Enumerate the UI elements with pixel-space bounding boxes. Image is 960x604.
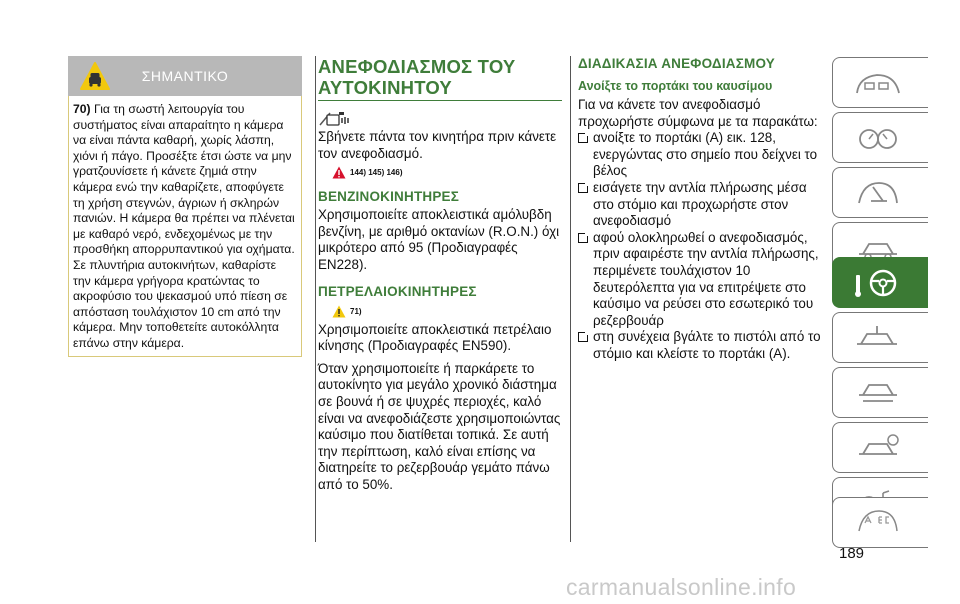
car-dashboard-icon xyxy=(853,67,903,99)
petrol-heading: ΒΕΝΖΙΝΟΚΙΝΗΤΗΡΕΣ xyxy=(318,189,460,205)
procedure-intro: Για να κάνετε τον ανεφοδιασμό προχωρήστε σύμφωνα με τα παρακάτω: xyxy=(578,97,818,129)
column-divider xyxy=(315,56,316,542)
procedure-step-text: στη συνέχεια βγάλτε το πιστόλι από το στόμιο και κλείστε το πορτάκι (A). xyxy=(593,329,821,361)
diesel-text-2: Όταν χρησιμοποιείτε ή παρκάρετε το αυτοκίνητο για μεγάλο χρονικό διάστημα σε βουνά ή σε ψυχρές περιοχές, καλό είναι να ανεφοδιάζεστε χρησιμοποιώντας καύσιμο που διατίθεται τοπικά. Σε αυτή την περίπτωση, καλό είναι επίσης να διατηρείτε το ρεζερβουάρ γεμάτο πάνω από το 50%. xyxy=(318,360,561,492)
warning-triangle-icon xyxy=(332,166,346,179)
important-body xyxy=(68,96,302,357)
diesel-text-1: Χρησιμοποιείτε αποκλειστικά πετρέλαιο κίνησης (Προδιαγραφές EN590). xyxy=(318,321,552,354)
procedure-step-text: αφού ολοκληρωθεί ο ανεφοδιασμός, πριν αφαιρέστε την αντλία πλήρωσης, περιμένετε τουλάχιστον 10 δευτερόλεπτα για να επιτρέψετε στο καύσιμο να ρεύσει στο εσωτερικό του ρεζερβουάρ xyxy=(593,229,819,328)
tab-maintenance[interactable] xyxy=(832,312,928,363)
tab-key-steering[interactable] xyxy=(832,257,928,308)
checkbox-bullet-icon xyxy=(578,183,588,193)
checkbox-bullet-icon xyxy=(578,133,588,143)
important-notice xyxy=(68,56,302,357)
car-specs-icon xyxy=(853,432,903,464)
caution-triangle-icon xyxy=(332,305,346,318)
refuel-section xyxy=(318,56,562,494)
caution-ref-number: 71) xyxy=(350,306,362,316)
note-number: 70) xyxy=(73,102,91,116)
engine-off-icons xyxy=(318,107,562,127)
diesel-heading: ΠΕΤΡΕΛΑΙΟΚΙΝΗΤΗΡΕΣ xyxy=(318,283,477,299)
procedure-step xyxy=(578,230,822,330)
procedure-step-text: εισάγετε την αντλία πλήρωσης μέσα στο στόμιο και προχωρήστε στον ανεφοδιασμό xyxy=(593,179,807,229)
heading-rule xyxy=(318,100,562,101)
warning-ref-numbers: 144) 145) 146) xyxy=(350,168,403,178)
safety-belt-icon xyxy=(853,177,903,209)
procedure-section xyxy=(578,56,822,363)
procedure-heading: ΔΙΑΔΙΚΑΣΙΑ ΑΝΕΦΟΔΙΑΣΜΟΥ xyxy=(578,56,776,71)
important-text: Για τη σωστή λειτουργία του συστήματος είναι απαραίτητο η κάμερα να είναι πάντα καθαρή, χωρίς λάσπη, χιόνι ή πάγο. Προσέξτε έτσι ώστε να μην γρατζουνίσετε ή κάνετε ζημιά στην κάμερα ενώ την καθαρίζετε, αποφύγετε τη χρήση στεγνών, άγριων ή σκληρών πανιών. Η κάμερα θα πρέπει να πλένεται με καθαρό νερό, ενδεχομένως με την προσθήκη απορρυπαντικού για οχήματα. Σε πλυντήρια αυτοκινήτων, καθαρίστε την κάμερα γρήγορα κρατώντας το ακροφύσιο του ψεκασμού υπό πίεση σε απόσταση τουλάχιστον 10 cm από την κάμερα. Μην τοποθετείτε αυτοκόλλητα επάνω στην κάμερα. xyxy=(73,102,295,350)
tab-specs[interactable] xyxy=(832,422,928,473)
procedure-step xyxy=(578,180,822,230)
caution-refs xyxy=(332,305,562,318)
warning-car-icon xyxy=(80,62,110,90)
refuel-heading: ΑΝΕΦΟΔΙΑΣΜΟΣ ΤΟΥ ΑΥΤΟΚΙΝΗΤΟΥ xyxy=(318,56,516,98)
dashboard-gauges-icon xyxy=(853,122,903,154)
refuel-intro: Σβήνετε πάντα τον κινητήρα πριν κάνετε τον ανεφοδιασμό. xyxy=(318,129,557,161)
checkbox-bullet-icon xyxy=(578,233,588,243)
tab-car-lift[interactable] xyxy=(832,367,928,418)
procedure-subheading: Ανοίξτε το πορτάκι του καυσίμου xyxy=(578,79,773,93)
engine-off-pictogram-icon xyxy=(318,109,352,127)
procedure-step xyxy=(578,130,822,180)
tab-dashboard-gauges[interactable] xyxy=(832,112,928,163)
car-maintenance-icon xyxy=(853,322,903,354)
car-lift-icon xyxy=(853,377,903,409)
checkbox-bullet-icon xyxy=(578,332,588,342)
tab-safety[interactable] xyxy=(832,167,928,218)
page-number: 189 xyxy=(839,545,865,562)
tab-car-dashboard[interactable] xyxy=(832,57,928,108)
important-header xyxy=(68,56,302,96)
tab-index[interactable] xyxy=(832,497,928,548)
procedure-step xyxy=(578,329,822,362)
index-abc-icon xyxy=(853,507,903,539)
petrol-text: Χρησιμοποιείτε αποκλειστικά αμόλυβδη βενζίνη, με αριθμό οκτανίων (R.O.N.) όχι μικρότερο από 95 (Προδιαγραφές EN228). xyxy=(318,207,560,272)
procedure-step-text: ανοίξτε το πορτάκι (A) εικ. 128, ενεργώντας στο σημείο που δείχνει το βέλος xyxy=(593,130,818,179)
key-steering-wheel-icon xyxy=(853,267,903,299)
column-divider xyxy=(570,56,571,542)
important-title: ΣΗΜΑΝΤΙΚΟ xyxy=(141,68,229,84)
watermark: carmanualsonline.info xyxy=(566,574,797,600)
warning-refs xyxy=(332,166,562,179)
